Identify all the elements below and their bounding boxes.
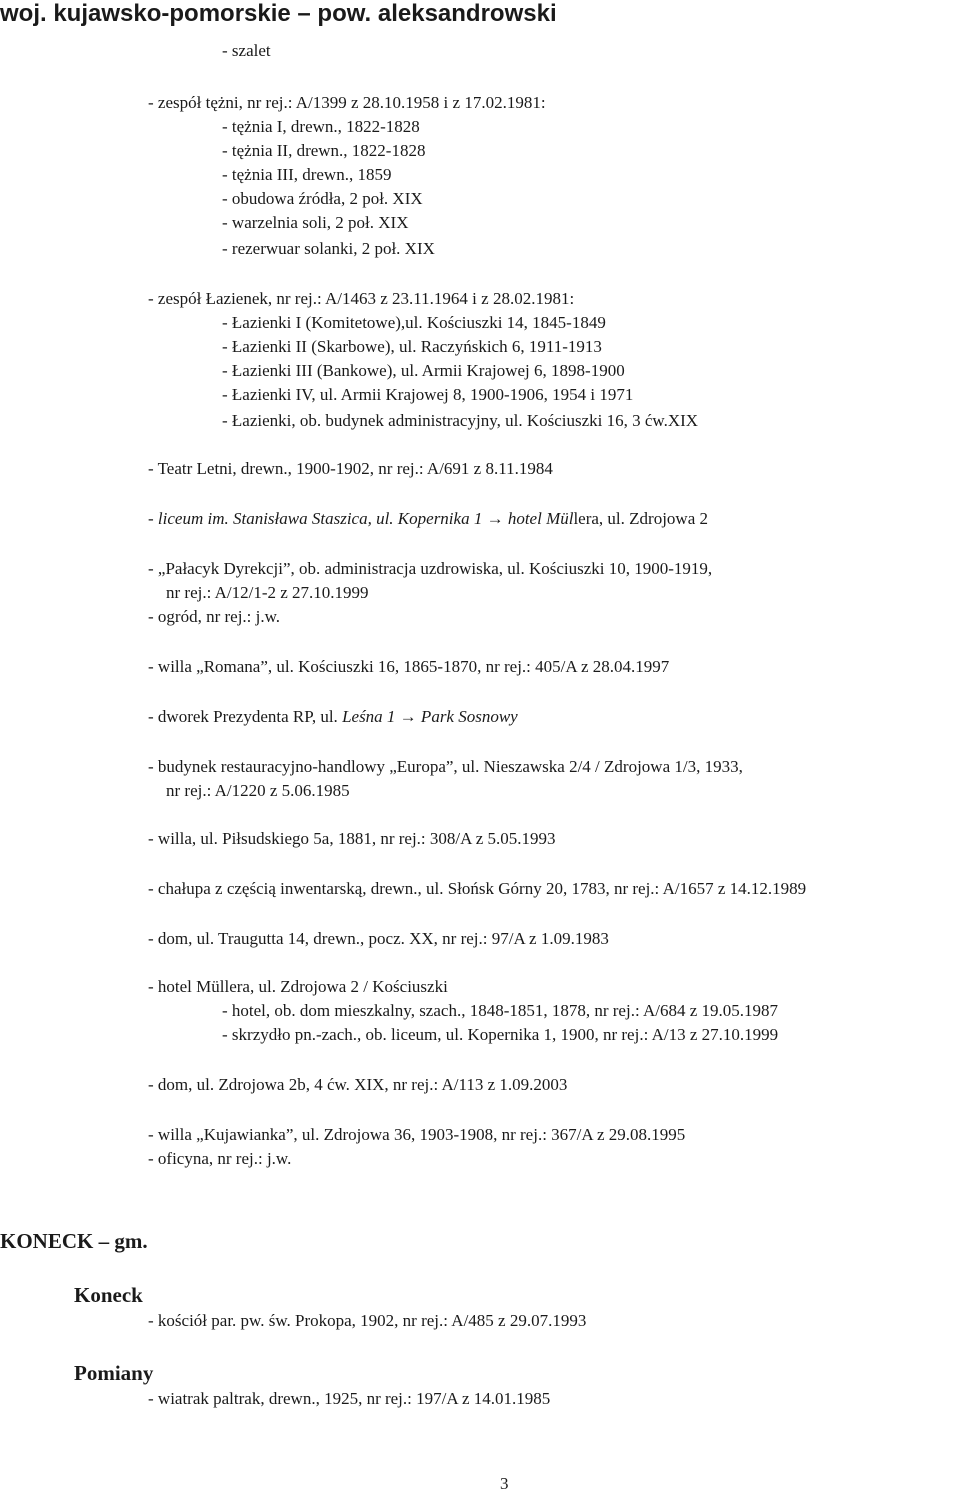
list-item: - kościół par. pw. św. Prokopa, 1902, nr rej.: A/485 z 29.07.1993 (148, 1311, 587, 1330)
list-item: - tężnia I, drewn., 1822-1828 (222, 117, 420, 136)
page-number: 3 (500, 1474, 509, 1493)
list-item: - tężnia III, drewn., 1859 (222, 165, 392, 184)
gmina-heading: KONECK – gm. (0, 1229, 148, 1253)
liceum-italic: liceum im. Stanisława Staszica, ul. Kopernika 1 → hotel Mül (157, 509, 574, 528)
list-item: - Łazienki II (Skarbowe), ul. Raczyńskich 6, 1911-1913 (222, 337, 602, 356)
entry-chalupa: - chałupa z częścią inwentarską, drewn., ul. Słońsk Górny 20, 1783, nr rej.: A/1657 z 14.12.1989 (148, 879, 807, 898)
region-heading: woj. kujawsko-pomorskie – pow. aleksandrowski (0, 0, 557, 27)
entry-dom-traugutta: - dom, ul. Traugutta 14, drewn., pocz. XX, nr rej.: 97/A z 1.09.1983 (148, 929, 609, 948)
entry-willa-pilsudskiego: - willa, ul. Piłsudskiego 5a, 1881, nr rej.: 308/A z 5.05.1993 (148, 829, 556, 848)
list-item: - Łazienki I (Komitetowe),ul. Kościuszki 14, 1845-1849 (222, 313, 606, 332)
town-heading-koneck: Koneck (74, 1283, 143, 1307)
entry-dworek (148, 706, 518, 728)
group-tezni-title: - zespół tężni, nr rej.: A/1399 z 28.10.1958 i z 17.02.1981: (148, 93, 546, 112)
entry-oficyna: - oficyna, nr rej.: j.w. (148, 1149, 292, 1168)
group-lazienek-title: - zespół Łazienek, nr rej.: A/1463 z 23.11.1964 i z 28.02.1981: (148, 289, 575, 308)
entry-teatr: - Teatr Letni, drewn., 1900-1902, nr rej.: A/691 z 8.11.1984 (148, 459, 553, 478)
list-item: - Łazienki III (Bankowe), ul. Armii Krajowej 6, 1898-1900 (222, 361, 625, 380)
list-item: - obudowa źródła, 2 poł. XIX (222, 189, 423, 208)
dworek-normal: - dworek Prezydenta RP, ul. (148, 707, 343, 726)
entry-palacyk-cont: nr rej.: A/12/1-2 z 27.10.1999 (166, 583, 369, 602)
dworek-italic: Leśna 1 → Park Sosnowy (342, 707, 518, 726)
group-hotel-mullera-title: - hotel Müllera, ul. Zdrojowa 2 / Kościuszki (148, 977, 448, 996)
list-item: - tężnia II, drewn., 1822-1828 (222, 141, 426, 160)
list-item: - warzelnia soli, 2 poł. XIX (222, 213, 409, 232)
entry-europa: - budynek restauracyjno-handlowy „Europa”, ul. Nieszawska 2/4 / Zdrojowa 1/3, 1933, (148, 757, 743, 776)
entry-liceum (148, 508, 708, 530)
entry-ogrod: - ogród, nr rej.: j.w. (148, 607, 281, 626)
list-item: - rezerwuar solanki, 2 poł. XIX (222, 239, 435, 258)
town-heading-pomiany: Pomiany (74, 1361, 154, 1385)
entry-dom-zdrojowa: - dom, ul. Zdrojowa 2b, 4 ćw. XIX, nr rej.: A/113 z 1.09.2003 (148, 1075, 568, 1094)
list-item: - hotel, ob. dom mieszkalny, szach., 1848-1851, 1878, nr rej.: A/684 z 19.05.1987 (222, 1001, 779, 1020)
liceum-prefix: - (148, 509, 158, 528)
entry-willa-romana: - willa „Romana”, ul. Kościuszki 16, 1865-1870, nr rej.: 405/A z 28.04.1997 (148, 657, 670, 676)
list-item: - Łazienki IV, ul. Armii Krajowej 8, 1900-1906, 1954 i 1971 (222, 385, 634, 404)
list-item: - Łazienki, ob. budynek administracyjny, ul. Kościuszki 16, 3 ćw.XIX (222, 411, 699, 430)
entry-kujawianka: - willa „Kujawianka”, ul. Zdrojowa 36, 1903-1908, nr rej.: 367/A z 29.08.1995 (148, 1125, 686, 1144)
entry-palacyk: - „Pałacyk Dyrekcji”, ob. administracja uzdrowiska, ul. Kościuszki 10, 1900-1919, (148, 559, 713, 578)
list-item: - wiatrak paltrak, drewn., 1925, nr rej.: 197/A z 14.01.1985 (148, 1389, 551, 1408)
entry-szalet: - szalet (222, 41, 271, 60)
entry-europa-cont: nr rej.: A/1220 z 5.06.1985 (166, 781, 350, 800)
liceum-normal: lera, ul. Zdrojowa 2 (573, 509, 708, 528)
list-item: - skrzydło pn.-zach., ob. liceum, ul. Kopernika 1, 1900, nr rej.: A/13 z 27.10.1999 (222, 1025, 779, 1044)
